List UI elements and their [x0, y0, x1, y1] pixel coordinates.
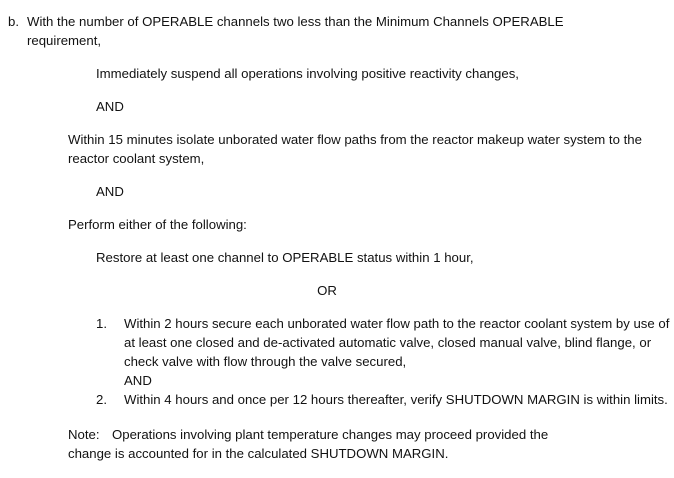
list-item-text: With the number of OPERABLE channels two less than the Minimum Channels OPERABLE requirement, [27, 14, 564, 48]
numbered-item-2-marker: 2. [96, 392, 107, 407]
list-item-lettered [0, 12, 674, 50]
connector-or: OR [317, 283, 337, 298]
numbered-item-1-marker: 1. [96, 316, 107, 331]
numbered-item-2-text: Within 4 hours and once per 12 hours thereafter, verify SHUTDOWN MARGIN is within limits. [124, 392, 668, 407]
spacer-before-note [0, 409, 674, 425]
spacer-after-item [0, 50, 674, 64]
spacer-2 [0, 116, 674, 130]
connector-and-1: AND [96, 99, 124, 114]
numbered-item-1-trailer: AND [124, 373, 152, 388]
spacer-6 [0, 267, 674, 281]
numbered-item-1 [0, 314, 674, 390]
list-marker-letter: b. [8, 14, 19, 29]
action-perform-either: Perform either of the following: [68, 217, 247, 232]
action-suspend-operations: Immediately suspend all operations involving positive reactivity changes, [96, 66, 519, 81]
note-label: Note: [68, 427, 100, 442]
action-restore-channel: Restore at least one channel to OPERABLE status within 1 hour, [96, 250, 474, 265]
connector-and-2: AND [96, 184, 124, 199]
numbered-item-1-text: Within 2 hours secure each unborated water flow path to the reactor coolant system by use of at least one closed and de-activated automatic valve, closed manual valve, blind flange, or check valve with flow through the valve secured, [124, 316, 670, 369]
numbered-item-2 [0, 390, 674, 409]
spacer-3 [0, 168, 674, 182]
spacer-1 [0, 83, 674, 97]
spacer-7 [0, 300, 674, 314]
spacer-4 [0, 201, 674, 215]
top-spacer [0, 0, 674, 12]
note-text-continuation: change is accounted for in the calculated SHUTDOWN MARGIN. [68, 446, 449, 461]
numbered-sublist [0, 314, 674, 409]
action-isolate-unborated-water: Within 15 minutes isolate unborated water flow paths from the reactor makeup water system to the reactor coolant system, [68, 132, 642, 166]
note-text: Operations involving plant temperature changes may proceed provided the [112, 427, 549, 442]
spacer-5 [0, 234, 674, 248]
note-block [0, 425, 674, 463]
